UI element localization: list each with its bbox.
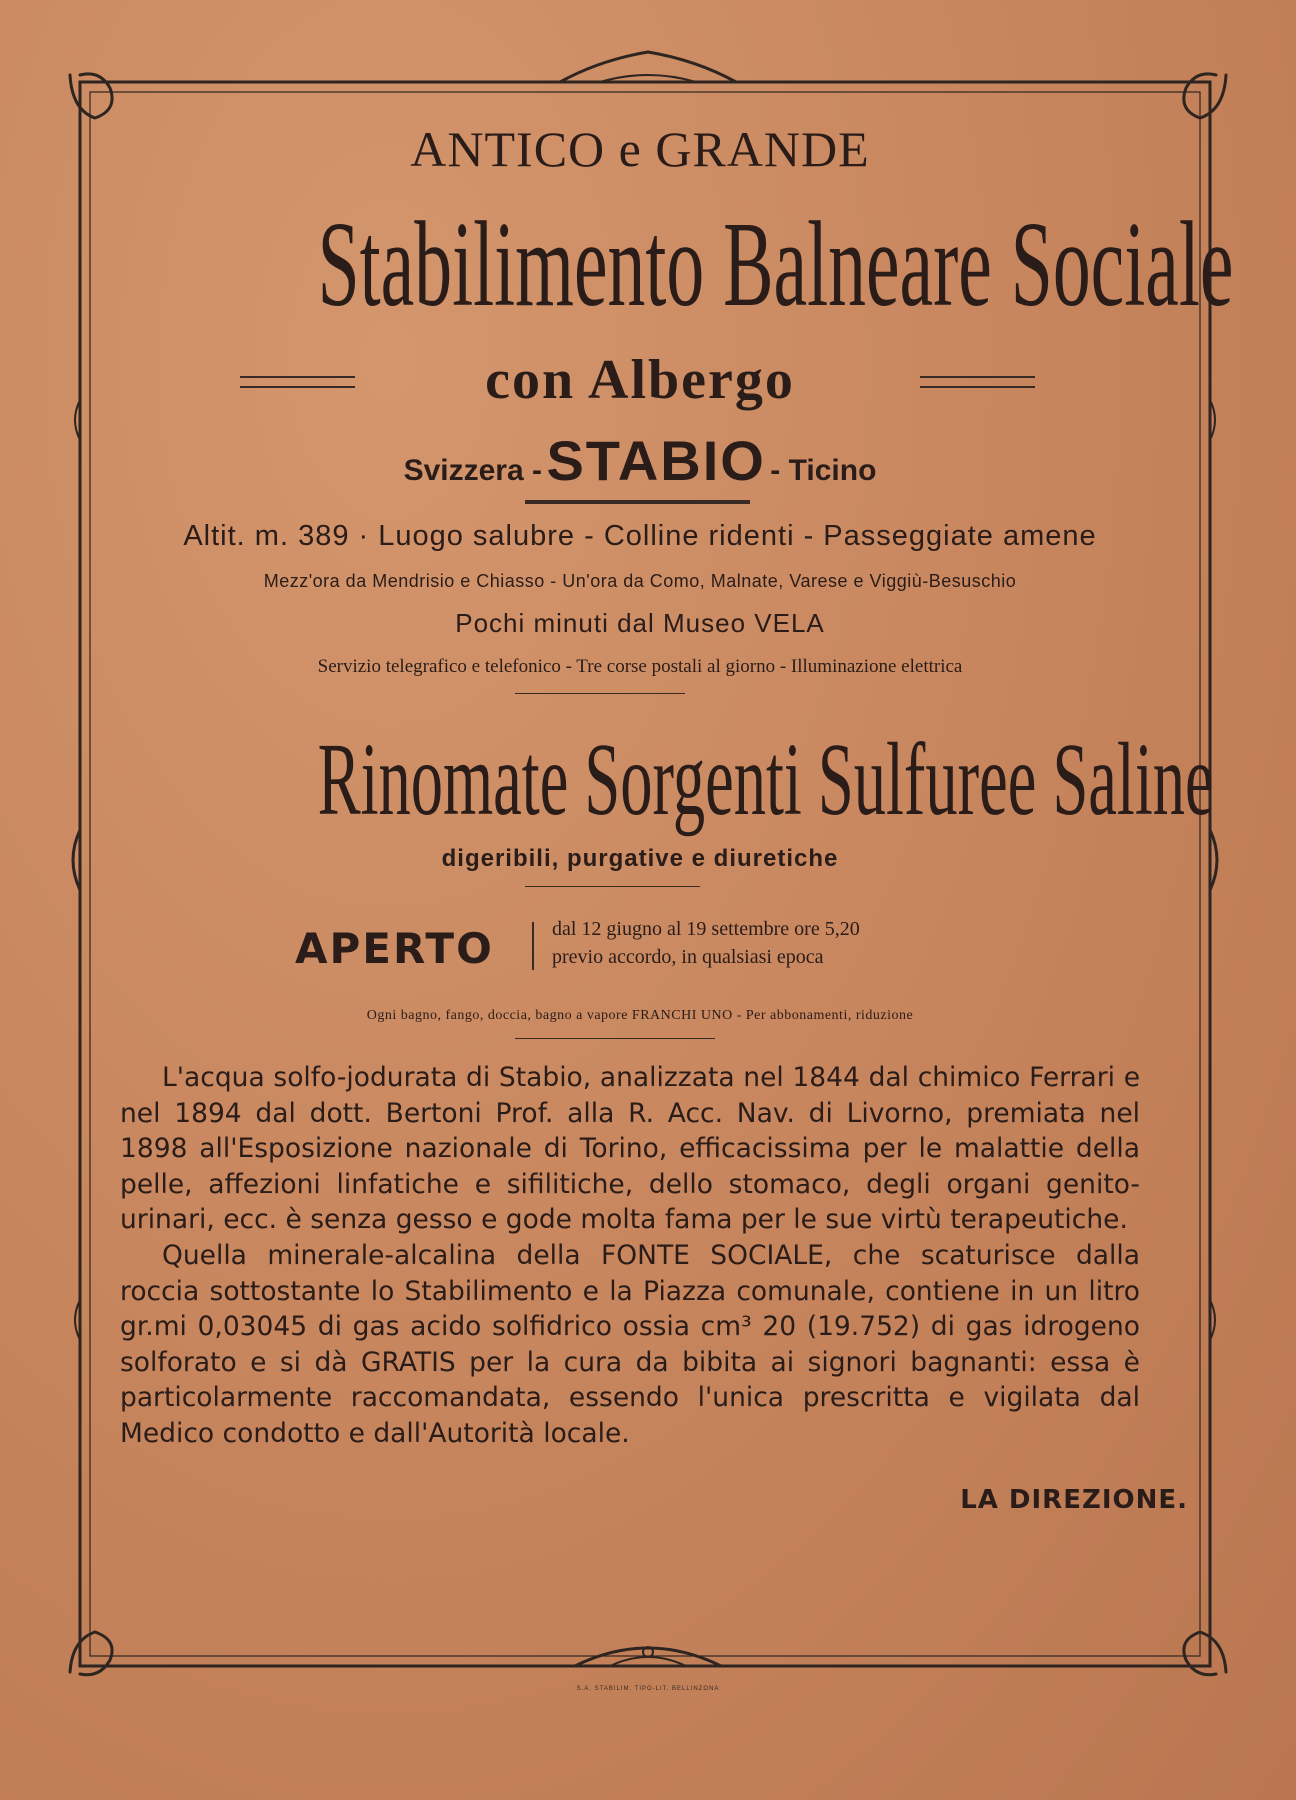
body-text [120, 1060, 1140, 1452]
opening-note: previo accordo, in qualsiasi epoca [552, 946, 824, 968]
location-town: STABIO [546, 429, 766, 492]
location-region: - Ticino [770, 454, 877, 487]
divider [525, 886, 700, 887]
services-line: Servizio telegrafico e telefonico - Tre corse postali al giorno - Illuminazione elettrica [317, 656, 963, 677]
paragraph-2: Quella minerale-alcalina della FONTE SOCIALE, che scaturisce dalla roccia sottostante lo Stabilimento e la Piazza comunale, contiene in un litro gr.mi 0,03045 di gas acido solfidrico ossia cm³ 20 (19.752) di gas idrogeno solforato e si dà GRATIS per la cura da bibita ai signori bagnanti: essa è particolarmente raccomandata, essendo l'unica prescritta e vigilata dal Medico condotto e dall'Autorità locale. [120, 1239, 1140, 1449]
double-rule-right [920, 376, 1035, 388]
location-country: Svizzera - [403, 454, 542, 487]
heading-stabilimento: Stabilimento Balneare Sociale [317, 197, 1234, 332]
price-line: Ogni bagno, fango, doccia, bagno a vapore FRANCHI UNO - Per abbonamenti, riduzione [366, 1008, 914, 1023]
heading-antico: ANTICO e GRANDE [410, 121, 870, 177]
opening-block [120, 918, 1160, 978]
divider [515, 1038, 715, 1039]
brace [532, 922, 540, 970]
opening-dates: dal 12 giugno al 19 settembre ore 5,20 [552, 918, 860, 940]
paragraph-1: L'acqua solfo-jodurata di Stabio, analizzata nel 1844 dal chimico Ferrari e nel 1894 dal dott. Bertoni Prof. alla R. Acc. Nav. di Livorno, premiata nel 1898 all'Esposizione nazionale di Torino, efficacissima per le malattie della pelle, affezioni linfatiche e sifilitiche, dello stomaco, degli organi genito-urinari, ecc. è senza gesso e gode molta fama per le sue virtù terapeutiche. [120, 1062, 1140, 1236]
opening-label: APERTO [295, 924, 494, 973]
springs-title: Rinomate Sorgenti Sulfuree Saline [317, 722, 1214, 837]
signature: LA DIREZIONE. [960, 1485, 1188, 1515]
printer-imprint: S.A. STABILIM. TIPO-LIT. BELLINZONA [576, 1686, 720, 1692]
springs-subtitle: digeribili, purgative e diuretiche [441, 845, 839, 872]
museum-line: Pochi minuti dal Museo VELA [455, 608, 825, 638]
distance-line: Mezz'ora da Mendrisio e Chiasso - Un'ora da Como, Malnate, Varese e Viggiù-Besuschio [263, 571, 1017, 591]
heading-albergo: con Albergo [485, 349, 795, 411]
poster-content [120, 110, 1234, 1670]
divider [525, 500, 750, 504]
divider [515, 693, 685, 694]
location-line [120, 428, 1160, 493]
altitude-line: Altit. m. 389 · Luogo salubre - Colline ridenti - Passeggiate amene [183, 520, 1097, 552]
